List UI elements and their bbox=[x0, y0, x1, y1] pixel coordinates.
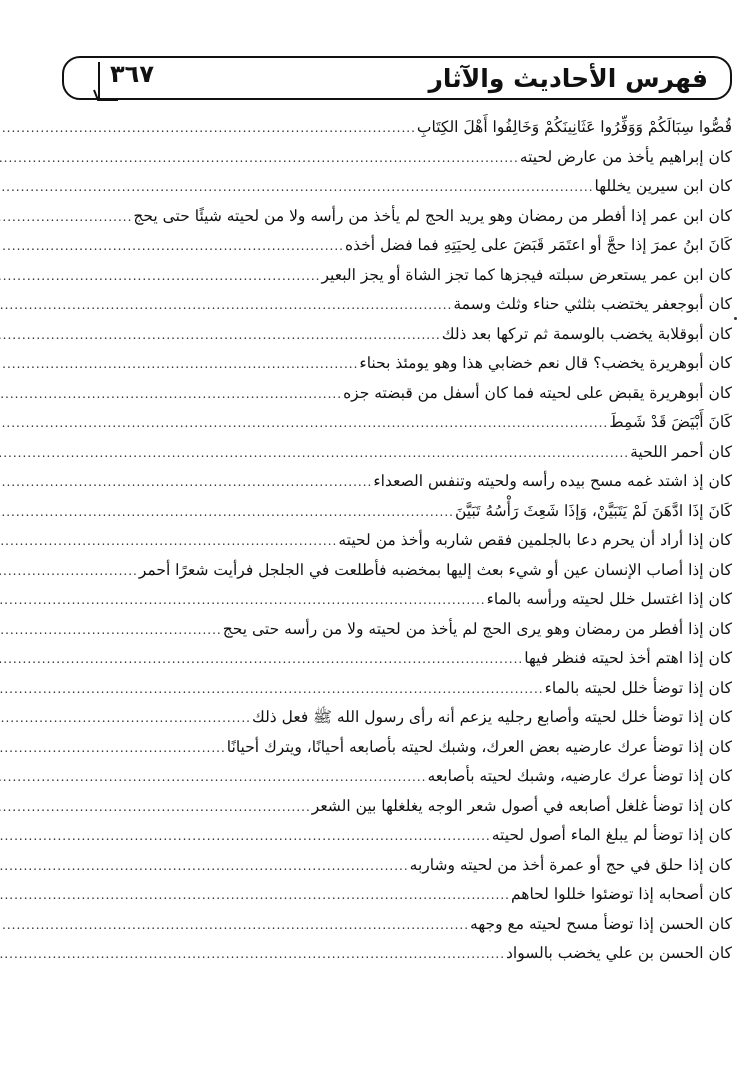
entry-text: كان أبوقلابة يخضب بالوسمة ثم تركها بعد ذلك bbox=[441, 324, 732, 343]
index-entry bbox=[92, 674, 732, 704]
dot-leader bbox=[0, 232, 344, 262]
index-entry bbox=[92, 703, 732, 733]
entry-text: كان إذا توضأ لم يبلغ الماء أصول لحيته bbox=[491, 826, 732, 844]
entry-text: كان إذ اشتد غمه مسح بيده رأسه ولحيته وتنفس الصعداء bbox=[373, 472, 732, 490]
dot-leader bbox=[0, 645, 523, 675]
dot-leader bbox=[0, 881, 510, 911]
index-entry bbox=[92, 733, 732, 763]
index-list bbox=[92, 113, 732, 969]
entry-text: كان أبوهريرة يقبض على لحيته فما كان أسفل من قبضته جزه bbox=[343, 383, 732, 402]
index-entry bbox=[92, 438, 732, 468]
entry-text: كان أصحابه إذا توضئوا خللوا لحاهم bbox=[510, 885, 732, 903]
index-entry bbox=[92, 585, 732, 615]
page-number: ٣٦٧ bbox=[110, 60, 154, 88]
index-entry bbox=[92, 526, 732, 556]
dot-leader bbox=[0, 527, 337, 557]
dot-leader bbox=[0, 940, 505, 970]
entry-text: كان إذا أصاب الإنسان عين أو شيء بعث إليها بمخضبه فأطلعت في الجلجل فرأيت شعرًا أحمر bbox=[138, 560, 732, 579]
dot-leader bbox=[0, 439, 629, 469]
index-entry bbox=[92, 762, 732, 792]
index-entry bbox=[92, 320, 732, 350]
dot-leader bbox=[0, 350, 358, 380]
index-entry bbox=[92, 880, 732, 910]
dot-leader bbox=[0, 911, 469, 941]
index-entry bbox=[92, 349, 732, 379]
entry-text: كان إذا أراد أن يحرم دعا بالجلمين فقص شاربه وأخذ من لحيته bbox=[338, 531, 732, 549]
dot-leader bbox=[0, 704, 251, 734]
dot-leader bbox=[0, 586, 486, 616]
dot-leader bbox=[0, 734, 226, 764]
entry-text: كَانَ أَبْيَضَ قَدْ شَمِطَ bbox=[609, 413, 732, 431]
entry-text: كان إذا توضأ خلل لحيته وأصابع رجليه يزعم أنه رأى رسول الله ﷺ فعل ذلك bbox=[252, 708, 732, 726]
dot-leader bbox=[0, 321, 441, 351]
page-title: فهرس الأحاديث والآثار bbox=[428, 64, 708, 93]
dot-leader bbox=[0, 144, 519, 174]
entry-text: كان ابن سيرين يخللها bbox=[594, 177, 732, 195]
dot-leader bbox=[0, 498, 454, 528]
index-entry bbox=[92, 467, 732, 497]
margin-mark bbox=[734, 317, 737, 320]
entry-text: كان إذا توضأ عرك عارضيه، وشبك لحيته بأصابعه bbox=[427, 767, 732, 785]
index-entry bbox=[92, 821, 732, 851]
entry-text: كان ابن عمر يستعرض سبلته فيجزها كما تجز الشاة أو يجز البعير bbox=[321, 265, 732, 284]
entry-text: كان ابن عمر إذا أفطر من رمضان وهو يريد الحج لم يأخذ من رأسه ولا من لحيته شيئًا حتى يحج bbox=[133, 206, 732, 225]
dot-leader bbox=[0, 409, 608, 439]
index-entry bbox=[92, 231, 732, 261]
index-entry bbox=[92, 851, 732, 881]
index-entry bbox=[92, 644, 732, 674]
dot-leader bbox=[0, 675, 544, 705]
entry-text: كان أبوهريرة يخضب؟ قال نعم خضابي هذا وهو يومئذ بحناء bbox=[359, 354, 732, 372]
entry-text: كان أبوجعفر يختضب بثلثي حناء وثلث وسمة bbox=[453, 295, 732, 313]
entry-text: كان إذا اغتسل خلل لحيته ورأسه بالماء bbox=[486, 590, 732, 608]
index-entry bbox=[92, 290, 732, 320]
entry-text: كان أحمر اللحية bbox=[630, 442, 732, 461]
index-entry bbox=[92, 113, 732, 143]
index-entry bbox=[92, 408, 732, 438]
entry-text: كان إبراهيم يأخذ من عارض لحيته bbox=[519, 147, 732, 166]
index-entry bbox=[92, 556, 732, 586]
dot-leader bbox=[0, 616, 222, 646]
entry-text: كان الحسن بن علي يخضب بالسواد bbox=[506, 944, 732, 962]
index-entry bbox=[92, 615, 732, 645]
index-entry bbox=[92, 379, 732, 409]
entry-text: كان إذا أفطر من رمضان وهو يرى الحج لم يأخذ من لحيته ولا من رأسه حتى يحج bbox=[222, 619, 732, 638]
index-entry bbox=[92, 261, 732, 291]
index-entry bbox=[92, 143, 732, 173]
entry-text: كان إذا توضأ عرك عارضيه بعض العرك، وشبك لحيته بأصابعه أحيانًا، ويترك أحيانًا bbox=[226, 737, 732, 756]
entry-text: كَانَ ابنُ عمرَ إذا حجَّ أو اعتَمَر قَبَضَ على لِحيَتِهِ فما فضل أخذه bbox=[344, 236, 732, 254]
entry-text: كَانَ إذَا ادَّهَنَ لَمْ يَتَبَيَّنْ، وَإذَا شَعِثَ رَأْسُهُ تَبَيَّنَ bbox=[454, 501, 732, 520]
index-entry bbox=[92, 202, 732, 232]
dot-leader bbox=[0, 468, 372, 498]
entry-text: قُصُّوا سِبَالَكُمْ وَوَفِّرُوا عَثَانِينَكُمْ وَخَالِفُوا أَهْلَ الكِتَابِ bbox=[416, 118, 732, 136]
dot-leader bbox=[0, 262, 321, 292]
index-entry bbox=[92, 792, 732, 822]
dot-leader bbox=[0, 380, 342, 410]
dot-leader bbox=[0, 557, 138, 587]
dot-leader bbox=[0, 114, 416, 144]
dot-leader bbox=[0, 203, 132, 233]
dot-leader bbox=[0, 173, 594, 203]
index-entry bbox=[92, 497, 732, 527]
entry-text: كان إذا حلق في حج أو عمرة أخذ من لحيته وشاربه bbox=[409, 855, 732, 874]
entry-text: كان إذا توضأ خلل لحيته بالماء bbox=[544, 678, 732, 697]
dot-leader bbox=[0, 793, 311, 823]
dot-leader bbox=[0, 822, 491, 852]
dot-leader bbox=[0, 852, 409, 882]
index-entry bbox=[92, 172, 732, 202]
dot-leader bbox=[0, 291, 452, 321]
index-entry bbox=[92, 910, 732, 940]
entry-text: كان إذا توضأ غلغل أصابعه في أصول شعر الوجه يغلغلها بين الشعر bbox=[311, 796, 732, 815]
index-entry bbox=[92, 939, 732, 969]
entry-text: كان الحسن إذا توضأ مسح لحيته مع وجهه bbox=[470, 914, 732, 933]
dot-leader bbox=[0, 763, 426, 793]
page-curl-ornament bbox=[92, 88, 120, 102]
entry-text: كان إذا اهتم أخذ لحيته فنظر فيها bbox=[524, 649, 732, 667]
